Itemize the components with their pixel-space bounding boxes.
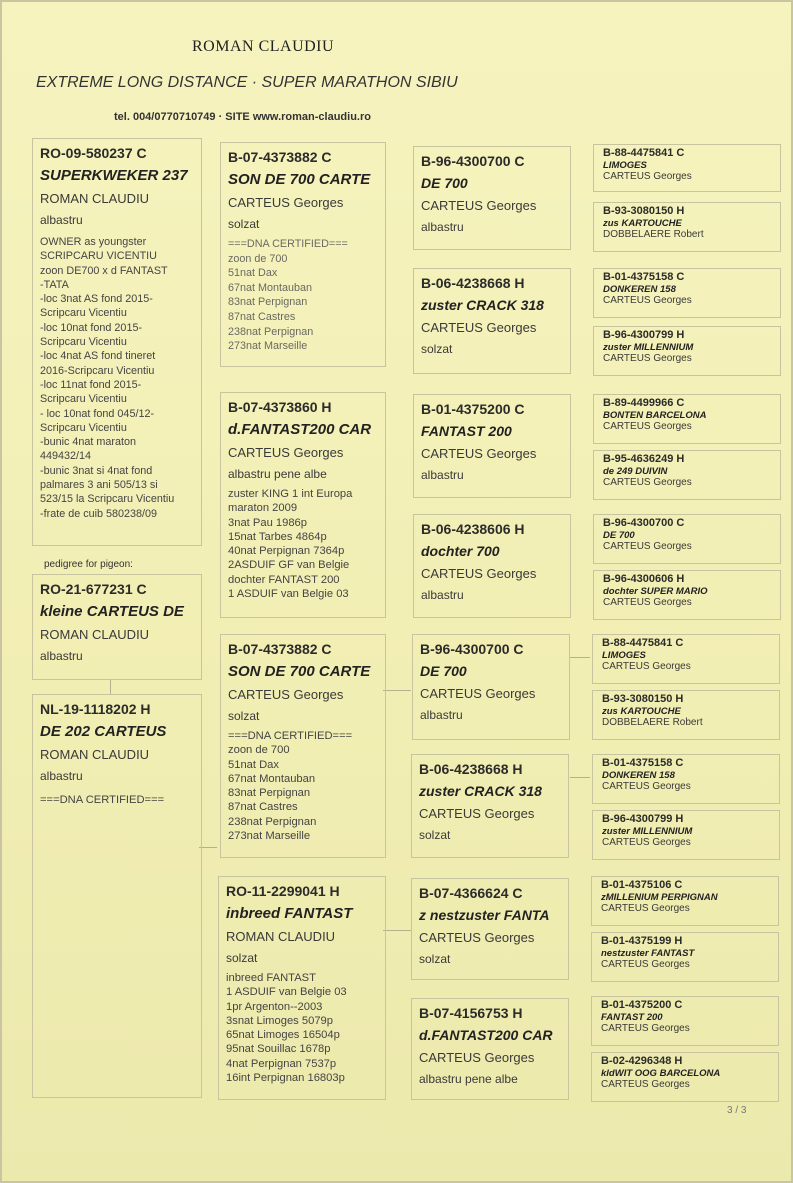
ring-number: B-95-4636249 H [603, 453, 685, 465]
connector-line [570, 777, 590, 778]
card-notes: ===DNA CERTIFIED=== [40, 794, 165, 806]
owner-name: CARTEUS Georges [601, 959, 690, 970]
pigeon-name: FANTAST 200 [601, 1012, 663, 1023]
owner-card[interactable] [32, 138, 202, 546]
pigeon-color: albastru [421, 220, 464, 234]
ring-number: B-01-4375106 C [601, 879, 683, 891]
ring-number: B-02-4296348 H [601, 1055, 683, 1067]
card-notes: OWNER as youngster SCRIPCARU VICENTIU zoon DE700 x d FANTAST -TATA -loc 3nat AS fond 2015- Scripcaru Vicentiu -loc 10nat fond 2015- Scripcaru Vicentiu -loc 4nat AS fond tineret 2016-Scripcaru Vicentiu -loc 11nat fond 2015- Scripcaru Vicentiu - loc 10nat fond 045/12- Scripcaru Vicentiu -bunic 4nat maraton 449432/14 -bunic 3nat si 4nat fond palmares 3 ani 505/13 si 523/15 la Scripcaru Vicentiu -frate de cuib 580238/09 [40, 236, 175, 520]
pigeon-name: kldWIT OOG BARCELONA [601, 1068, 721, 1079]
owner-name: CARTEUS Georges [603, 353, 692, 364]
header-subtitle: EXTREME LONG DISTANCE · SUPER MARATHON SIBIU [36, 74, 458, 91]
pigeon-name: d.FANTAST200 CAR [228, 421, 372, 438]
ring-number: B-01-4375158 C [603, 271, 685, 283]
owner-name: CARTEUS Georges [419, 806, 535, 821]
breeder-name: ROMAN CLAUDIU [192, 38, 335, 55]
grandparent-card[interactable] [413, 394, 571, 498]
pigeon-name: SUPERKWEKER 237 [40, 167, 188, 184]
owner-name: ROMAN CLAUDIU [226, 929, 336, 944]
owner-name: CARTEUS Georges [419, 930, 535, 945]
great-grandparent-card[interactable] [593, 570, 781, 620]
ring-number: B-07-4156753 H [419, 1005, 523, 1021]
great-grandparent-card[interactable] [592, 690, 780, 740]
contact-line: tel. 004/0770710749 · SITE www.roman-claudiu.ro [114, 111, 371, 123]
pigeon-name: DE 700 [420, 663, 467, 679]
ring-number: B-07-4373882 C [228, 641, 332, 657]
grandparent-card[interactable] [411, 878, 569, 980]
owner-name: CARTEUS Georges [419, 1050, 535, 1065]
great-grandparent-card[interactable] [593, 450, 781, 500]
pigeon-name: inbreed FANTAST [226, 905, 353, 922]
owner-name: CARTEUS Georges [603, 171, 692, 182]
ring-number: B-01-4375200 C [601, 999, 683, 1011]
parent-card[interactable] [220, 392, 386, 618]
owner-name: CARTEUS Georges [421, 198, 537, 213]
ring-number: RO-09-580237 C [40, 145, 147, 161]
pigeon-color: solzat [228, 217, 260, 231]
ring-number: B-96-4300700 C [420, 641, 524, 657]
connector-line [110, 680, 111, 694]
ring-number: B-96-4300700 C [603, 517, 685, 529]
great-grandparent-card[interactable] [591, 1052, 779, 1102]
ring-number: B-89-4499966 C [603, 397, 685, 409]
ring-number: B-06-4238606 H [421, 521, 525, 537]
ring-number: B-88-4475841 C [602, 637, 684, 649]
pigeon-name: LIMOGES [602, 650, 646, 661]
ring-number: B-93-3080150 H [602, 693, 684, 705]
ring-number: B-01-4375158 C [602, 757, 684, 769]
ring-number: B-07-4373882 C [228, 149, 332, 165]
pigeon-color: solzat [226, 951, 258, 965]
pigeon-name: DE 700 [603, 530, 635, 541]
owner-name: CARTEUS Georges [603, 421, 692, 432]
ring-number: NL-19-1118202 H [40, 701, 151, 717]
connector-line [570, 657, 590, 658]
ring-number: B-06-4238668 H [419, 761, 523, 777]
pigeon-color: albastru [40, 649, 83, 663]
pigeon-name: DONKEREN 158 [602, 770, 675, 781]
owner-name: CARTEUS Georges [603, 597, 692, 608]
pigeon-color: albastru pene albe [228, 467, 327, 481]
ring-number: B-96-4300799 H [602, 813, 684, 825]
ring-number: B-96-4300799 H [603, 329, 685, 341]
pigeon-name: zus KARTOUCHE [602, 706, 681, 717]
ring-number: B-06-4238668 H [421, 275, 525, 291]
card-notes: ===DNA CERTIFIED=== zoon de 700 51nat Dax 67nat Montauban 83nat Perpignan 87nat Castres 238nat Perpignan 273nat Marseille [228, 238, 348, 353]
card-notes: zuster KING 1 int Europa maraton 2009 3nat Pau 1986p 15nat Tarbes 4864p 40nat Perpignan 7364p 2ASDUIF GF van Belgie dochter FANTAST 200 1 ASDUIF van Belgie 03 [228, 488, 353, 601]
ring-number: B-93-3080150 H [603, 205, 685, 217]
ring-number: B-96-4300606 H [603, 573, 685, 585]
pigeon-color: solzat [419, 828, 451, 842]
owner-name: CARTEUS Georges [603, 295, 692, 306]
pigeon-name: zuster CRACK 318 [421, 297, 544, 313]
dam-card[interactable] [32, 694, 202, 1098]
pigeon-name: de 249 DUIVIN [603, 466, 668, 477]
great-grandparent-card[interactable] [593, 144, 781, 192]
owner-name: ROMAN CLAUDIU [40, 627, 150, 642]
owner-name: DOBBELAERE Robert [602, 717, 703, 728]
pigeon-name: DE 202 CARTEUS [40, 723, 167, 740]
grandparent-card[interactable] [413, 146, 571, 250]
owner-name: CARTEUS Georges [421, 320, 537, 335]
ring-number: B-01-4375199 H [601, 935, 683, 947]
subject-pigeon-card[interactable] [32, 574, 202, 680]
pedigree-label: pedigree for pigeon: [44, 559, 133, 570]
pigeon-name: z nestzuster FANTA [419, 907, 550, 923]
owner-name: CARTEUS Georges [228, 445, 344, 460]
owner-name: CARTEUS Georges [602, 781, 691, 792]
pigeon-name: kleine CARTEUS DE [40, 603, 184, 620]
great-grandparent-card[interactable] [591, 932, 779, 982]
grandparent-card[interactable] [411, 754, 569, 858]
pedigree-sheet [2, 2, 791, 1181]
pigeon-name: SON DE 700 CARTE [228, 171, 371, 188]
ring-number: B-96-4300700 C [421, 153, 525, 169]
owner-name: ROMAN CLAUDIU [40, 747, 150, 762]
pigeon-color: albastru [420, 708, 463, 722]
owner-name: CARTEUS Georges [603, 541, 692, 552]
great-grandparent-card[interactable] [593, 326, 781, 376]
pigeon-name: dochter 700 [421, 543, 500, 559]
great-grandparent-card[interactable] [592, 810, 780, 860]
owner-name: CARTEUS Georges [601, 1079, 690, 1090]
ring-number: B-01-4375200 C [421, 401, 525, 417]
pigeon-color: albastru pene albe [419, 1072, 518, 1086]
owner-name: DOBBELAERE Robert [603, 229, 704, 240]
ring-number: RO-11-2299041 H [226, 883, 340, 899]
owner-name: CARTEUS Georges [228, 195, 344, 210]
grandparent-card[interactable] [413, 514, 571, 618]
owner-name: CARTEUS Georges [421, 566, 537, 581]
pigeon-color: solzat [228, 709, 260, 723]
owner-name: CARTEUS Georges [603, 477, 692, 488]
owner-name: CARTEUS Georges [228, 687, 344, 702]
ring-number: B-07-4373860 H [228, 399, 332, 415]
pigeon-name: zuster MILLENNIUM [603, 342, 694, 353]
card-notes: ===DNA CERTIFIED=== zoon de 700 51nat Dax 67nat Montauban 83nat Perpignan 87nat Castres 238nat Perpignan 273nat Marseille [228, 730, 353, 843]
owner-name: CARTEUS Georges [601, 903, 690, 914]
pigeon-name: SON DE 700 CARTE [228, 663, 371, 680]
grandparent-card[interactable] [411, 998, 569, 1100]
grandparent-card[interactable] [413, 268, 571, 374]
pigeon-name: LIMOGES [603, 160, 647, 171]
card-notes: inbreed FANTAST 1 ASDUIF van Belgie 03 1pr Argenton--2003 3snat Limoges 5079p 65nat Limoges 16504p 95nat Souillac 1678p 4nat Perpignan 7537p 16int Perpignan 16803p [226, 972, 347, 1085]
great-grandparent-card[interactable] [593, 268, 781, 318]
connector-line [383, 930, 411, 931]
pigeon-name: nestzuster FANTAST [601, 948, 695, 959]
ring-number: B-07-4366624 C [419, 885, 523, 901]
ring-number: RO-21-677231 C [40, 581, 147, 597]
ring-number: B-88-4475841 C [603, 147, 685, 159]
great-grandparent-card[interactable] [593, 394, 781, 444]
pigeon-color: solzat [419, 952, 451, 966]
great-grandparent-card[interactable] [593, 202, 781, 252]
pigeon-color: albastru [40, 769, 83, 783]
pigeon-name: zMILLENIUM PERPIGNAN [601, 892, 718, 903]
owner-name: CARTEUS Georges [601, 1023, 690, 1034]
owner-name: CARTEUS Georges [602, 661, 691, 672]
pigeon-name: zuster CRACK 318 [419, 783, 542, 799]
great-grandparent-card[interactable] [591, 996, 779, 1046]
parent-card[interactable] [218, 876, 386, 1100]
owner-name: CARTEUS Georges [602, 837, 691, 848]
great-grandparent-card[interactable] [592, 754, 780, 804]
pigeon-name: zuster MILLENNIUM [602, 826, 693, 837]
pigeon-name: DONKEREN 158 [603, 284, 676, 295]
grandparent-card[interactable] [412, 634, 570, 740]
pigeon-color: albastru [421, 588, 464, 602]
owner-name: CARTEUS Georges [421, 446, 537, 461]
page-number: 3 / 3 [727, 1105, 747, 1116]
owner-name: ROMAN CLAUDIU [40, 191, 150, 206]
pigeon-name: dochter SUPER MARIO [603, 586, 708, 597]
pigeon-name: FANTAST 200 [421, 423, 512, 439]
pigeon-name: zus KARTOUCHE [603, 218, 682, 229]
connector-line [383, 690, 411, 691]
pigeon-color: albastru [40, 213, 83, 227]
great-grandparent-card[interactable] [592, 634, 780, 684]
great-grandparent-card[interactable] [591, 876, 779, 926]
pigeon-color: solzat [421, 342, 453, 356]
owner-name: CARTEUS Georges [420, 686, 536, 701]
pigeon-name: DE 700 [421, 175, 468, 191]
pigeon-color: albastru [421, 468, 464, 482]
pigeon-name: d.FANTAST200 CAR [419, 1027, 553, 1043]
parent-card[interactable] [220, 142, 386, 367]
parent-card[interactable] [220, 634, 386, 858]
pigeon-name: BONTEN BARCELONA [603, 410, 707, 421]
great-grandparent-card[interactable] [593, 514, 781, 564]
